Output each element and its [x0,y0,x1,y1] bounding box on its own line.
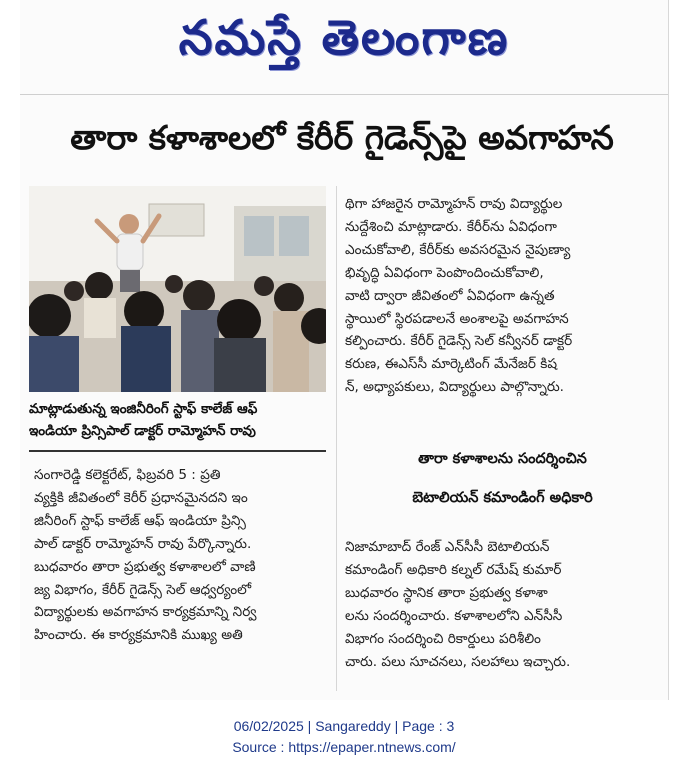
footer-source-line [0,739,688,755]
body-line: భివృద్ధి ఏవిధంగా పెంపొందించుకోవాలి, [345,264,544,281]
body-line: లను సందర్శించారు. కళాశాలలోని ఎన్‌సీసీ [345,607,563,624]
caption-line: ఇండియా ప్రిన్సిపాల్ డాక్టర్ రామ్మోహన్ రావు [29,423,256,439]
body-line: వ్యక్తికి జీవితంలో కెరీర్ ప్రధానమైనదని ఇం [34,489,248,506]
subheading: బెటాలియన్ కమాండింగ్ అధికారి [412,490,593,506]
body-line: నుద్దేశించి మాట్లాడారు. కేరీర్‌ను ఏవిధంగా [345,218,557,235]
body-line: బుధవారం స్థానిక తారా ప్రభుత్వ కళాశా [345,584,548,601]
body-line: జినీరింగ్ స్టాఫ్ కాలేజ్ ఆఫ్ ఇండియా ప్రిన్సి [34,512,246,529]
article-body-right-second [345,536,660,673]
body-line: స్థాయిలో స్థిరపడాలనే అంశాలపై అవగాహన [345,310,569,327]
body-line: వాటి ద్వారా జీవితంలో ఏవిధంగా ఉన్నత [345,287,555,304]
body-line: బుధవారం తారా ప్రభుత్వ కళాశాలలో వాణి [34,558,256,575]
body-line: కమాండింగ్ అధికారి కల్నల్ రమేష్ కుమార్ [345,561,562,578]
footer-date-line: 06/02/2025 | Sangareddy | Page : 3 [233,718,455,734]
source-label: Source : [232,739,289,755]
masthead-logo: నమస్తే తెలంగాణ [178,10,510,66]
article-photo [29,186,326,392]
body-line: విద్యార్థులకు అవగాహన కార్యక్రమాన్ని నిర్వ [34,604,257,621]
article-body-right [345,193,660,399]
photo-caption [29,398,326,442]
body-line: జ్య విభాగం, కేరీర్ గైడెన్స్ సెల్ ఆధ్వర్యంలో [34,581,252,598]
body-line: పాల్ డాక్టర్ రామ్మోహన్ రావు పేర్కొన్నారు. [34,535,252,552]
body-line: ఎంచుకోవాలి, కేరీర్‌కు అవసరమైన నైపుణ్యా [345,241,571,258]
body-line: సంగారెడ్డి కలెక్టరేట్, ఫిబ్రవరి 5 : ప్రతి [34,467,221,483]
body-line: కల్పించారు. కేరీర్ గైడెన్స్ సెల్ కన్వీనర్ డాక్టర్ [345,333,573,350]
masthead [0,0,688,90]
article-body-left [34,464,326,647]
masthead-divider [20,94,668,95]
body-line: నిజామాబాద్ రేంజ్ ఎన్‌సీసీ బెటాలియన్ [345,539,550,555]
subheading: తారా కళాశాలను సందర్శించిన [418,451,587,467]
body-line: న్, అధ్యాపకులు, విద్యార్థులు పాల్గొన్నారు. [345,379,564,396]
body-line: థిగా హాజరైన రామ్మోహన్ రావు విద్యార్థుల [345,196,563,212]
classroom-photo [29,186,326,392]
article-headline: తారా కళాశాలలో కేరీర్ గైడెన్స్‌పై అవగాహన [70,118,614,157]
column-divider [336,186,337,691]
source-link[interactable]: https://epaper.ntnews.com/ [288,739,456,755]
body-line: చారు. పలు సూచనలు, సలహాలు ఇచ్చారు. [345,653,571,670]
body-line: హించారు. ఈ కార్యక్రమానికి ముఖ్య అతి [34,627,243,644]
body-line: కరుణ, ఈఎస్‌సీ మార్కెటింగ్ మేనేజర్ కిష [345,356,558,373]
body-line: విభాగం సందర్శించి రికార్డులు పరిశీలిం [345,630,541,647]
caption-line: మాట్లాడుతున్న ఇంజినీరింగ్ స్టాఫ్ కాలేజ్ ఆఫ్ [29,401,258,417]
caption-divider [29,450,326,452]
